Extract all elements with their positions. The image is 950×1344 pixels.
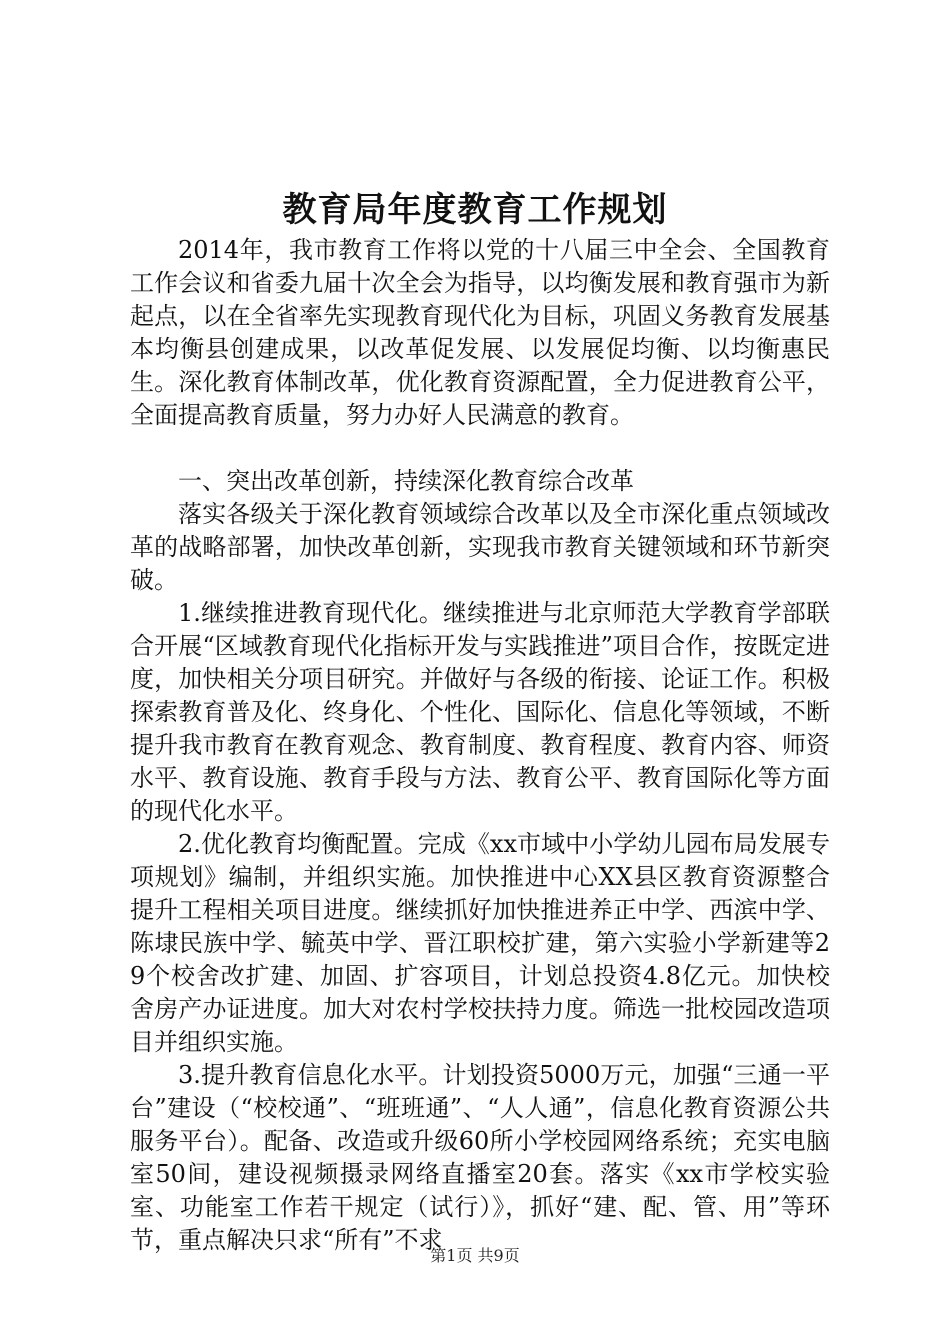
item-3-paragraph: 3.提升教育信息化水平。计划投资5000万元，加强“三通一平台”建设（“校校通”、“班班通”、“人人通”，信息化教育资源公共服务平台）。配备、改造或升级60所小学校园网络系统；充实电脑室50间，建设视频摄录网络直播室20套。落实《xx市学校实验室、功能室工作若干规定（试行）》，抓好“建、配、管、用”等环节，重点解决只求“所有”不求 xyxy=(130,1061,830,1254)
document-body xyxy=(130,234,830,1257)
page-footer: 第1页 共9页 xyxy=(430,1246,520,1265)
section-heading: 一、突出改革创新，持续深化教育综合改革 xyxy=(178,467,634,495)
intro-paragraph: 2014年，我市教育工作将以党的十八届三中全会、全国教育工作会议和省委九届十次全会为指导，以均衡发展和教育强市为新起点，以在全省率先实现教育现代化为目标，巩固义务教育发展基本均衡县创建成果，以改革促发展、以发展促均衡、以均衡惠民生。深化教育体制改革，优化教育资源配置，全力促进教育公平，全面提高教育质量，努力办好人民满意的教育。 xyxy=(130,236,830,429)
item-2-paragraph: 2.优化教育均衡配置。完成《xx市域中小学幼儿园布局发展专项规划》编制，并组织实施。加快推进中心XX县区教育资源整合提升工程相关项目进度。继续抓好加快推进养正中学、西滨中学、陈埭民族中学、毓英中学、晋江职校扩建，第六实验小学新建等29个校舍改扩建、加固、扩容项目，计划总投资4.8亿元。加快校舍房产办证进度。加大对农村学校扶持力度。筛选一批校园改造项目并组织实施。 xyxy=(130,830,830,1056)
section-intro-paragraph: 落实各级关于深化教育领域综合改革以及全市深化重点领域改革的战略部署，加快改革创新，实现我市教育关键领域和环节新突破。 xyxy=(130,500,830,594)
document-title: 教育局年度教育工作规划 xyxy=(282,190,668,230)
item-1-paragraph: 1.继续推进教育现代化。继续推进与北京师范大学教育学部联合开展“区域教育现代化指标开发与实践推进”项目合作，按既定进度，加快相关分项目研究。并做好与各级的衔接、论证工作。积极探索教育普及化、终身化、个性化、国际化、信息化等领域，不断提升我市教育在教育观念、教育制度、教育程度、教育内容、师资水平、教育设施、教育手段与方法、教育公平、教育国际化等方面的现代化水平。 xyxy=(130,599,830,825)
